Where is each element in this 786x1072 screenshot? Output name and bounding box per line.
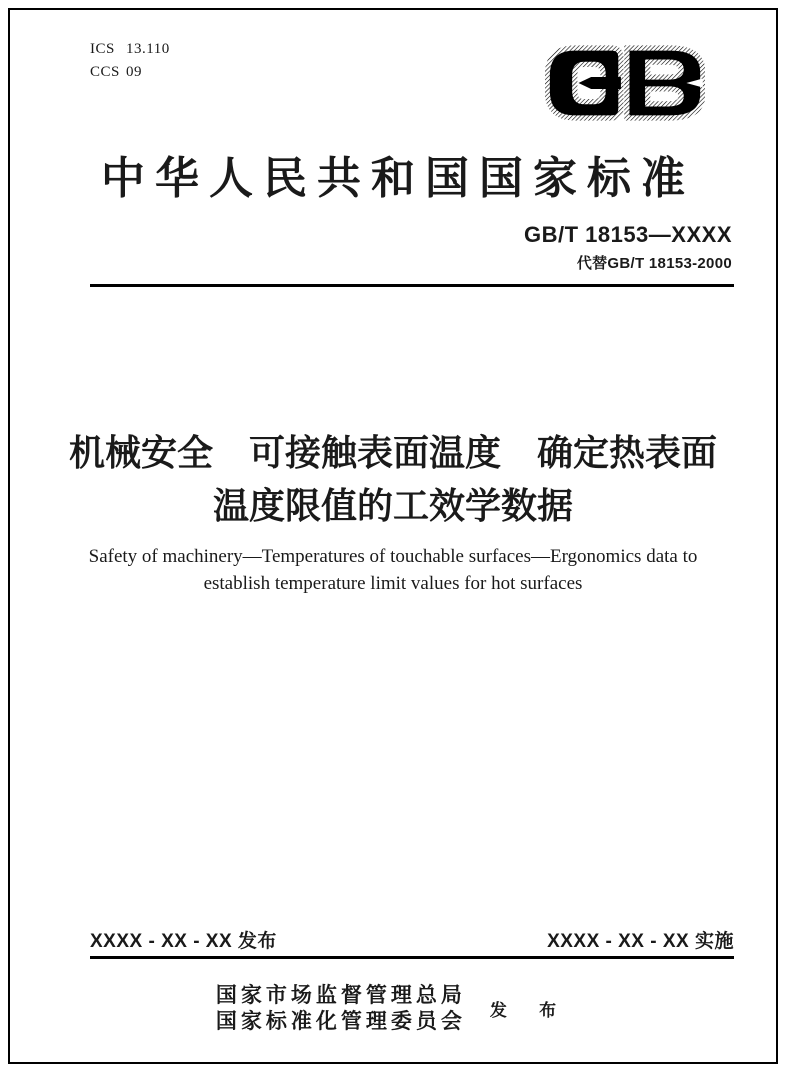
footer-rule bbox=[90, 956, 734, 959]
dates-row bbox=[90, 926, 734, 953]
publish-label: 发 布 bbox=[489, 1000, 571, 1020]
standard-title-en bbox=[83, 543, 703, 597]
standard-title-zh-line1: 机械安全 可接触表面温度 确定热表面 bbox=[68, 432, 717, 473]
classification-codes bbox=[90, 38, 170, 84]
ccs-value: 09 bbox=[126, 64, 142, 80]
issuing-authority-2: 国家标准化管理委员会 bbox=[215, 1009, 466, 1033]
ccs-label: CCS bbox=[90, 64, 120, 80]
issuing-authorities bbox=[216, 982, 466, 1034]
issuing-authority-1: 国家市场监督管理总局 bbox=[215, 983, 466, 1007]
gb-logo-icon bbox=[545, 42, 705, 124]
issue-date: XXXX - XX - XX 发布 bbox=[90, 931, 277, 952]
standard-title-en-line2: establish temperature limit values for hot surfaces bbox=[203, 573, 583, 594]
ccs-code bbox=[90, 61, 170, 84]
standard-number-block bbox=[524, 222, 732, 273]
ics-label: ICS bbox=[90, 41, 115, 57]
issuing-authority-block bbox=[0, 982, 786, 1034]
national-standard-heading: 中华人民共和国国家标准 bbox=[101, 154, 695, 203]
ics-code bbox=[90, 38, 170, 61]
standard-title-zh-line2: 温度限值的工效学数据 bbox=[212, 485, 573, 526]
replaced-standard-note: 代替GB/T 18153-2000 bbox=[576, 255, 732, 272]
standard-title-en-line1: Safety of machinery—Temperatures of touchable surfaces—Ergonomics data to bbox=[88, 546, 698, 567]
ics-value: 13.110 bbox=[126, 41, 170, 57]
implementation-date: XXXX - XX - XX 实施 bbox=[547, 931, 734, 952]
standard-title-zh bbox=[0, 426, 786, 532]
header-rule bbox=[90, 284, 734, 287]
standard-number: GB/T 18153—XXXX bbox=[523, 222, 732, 247]
